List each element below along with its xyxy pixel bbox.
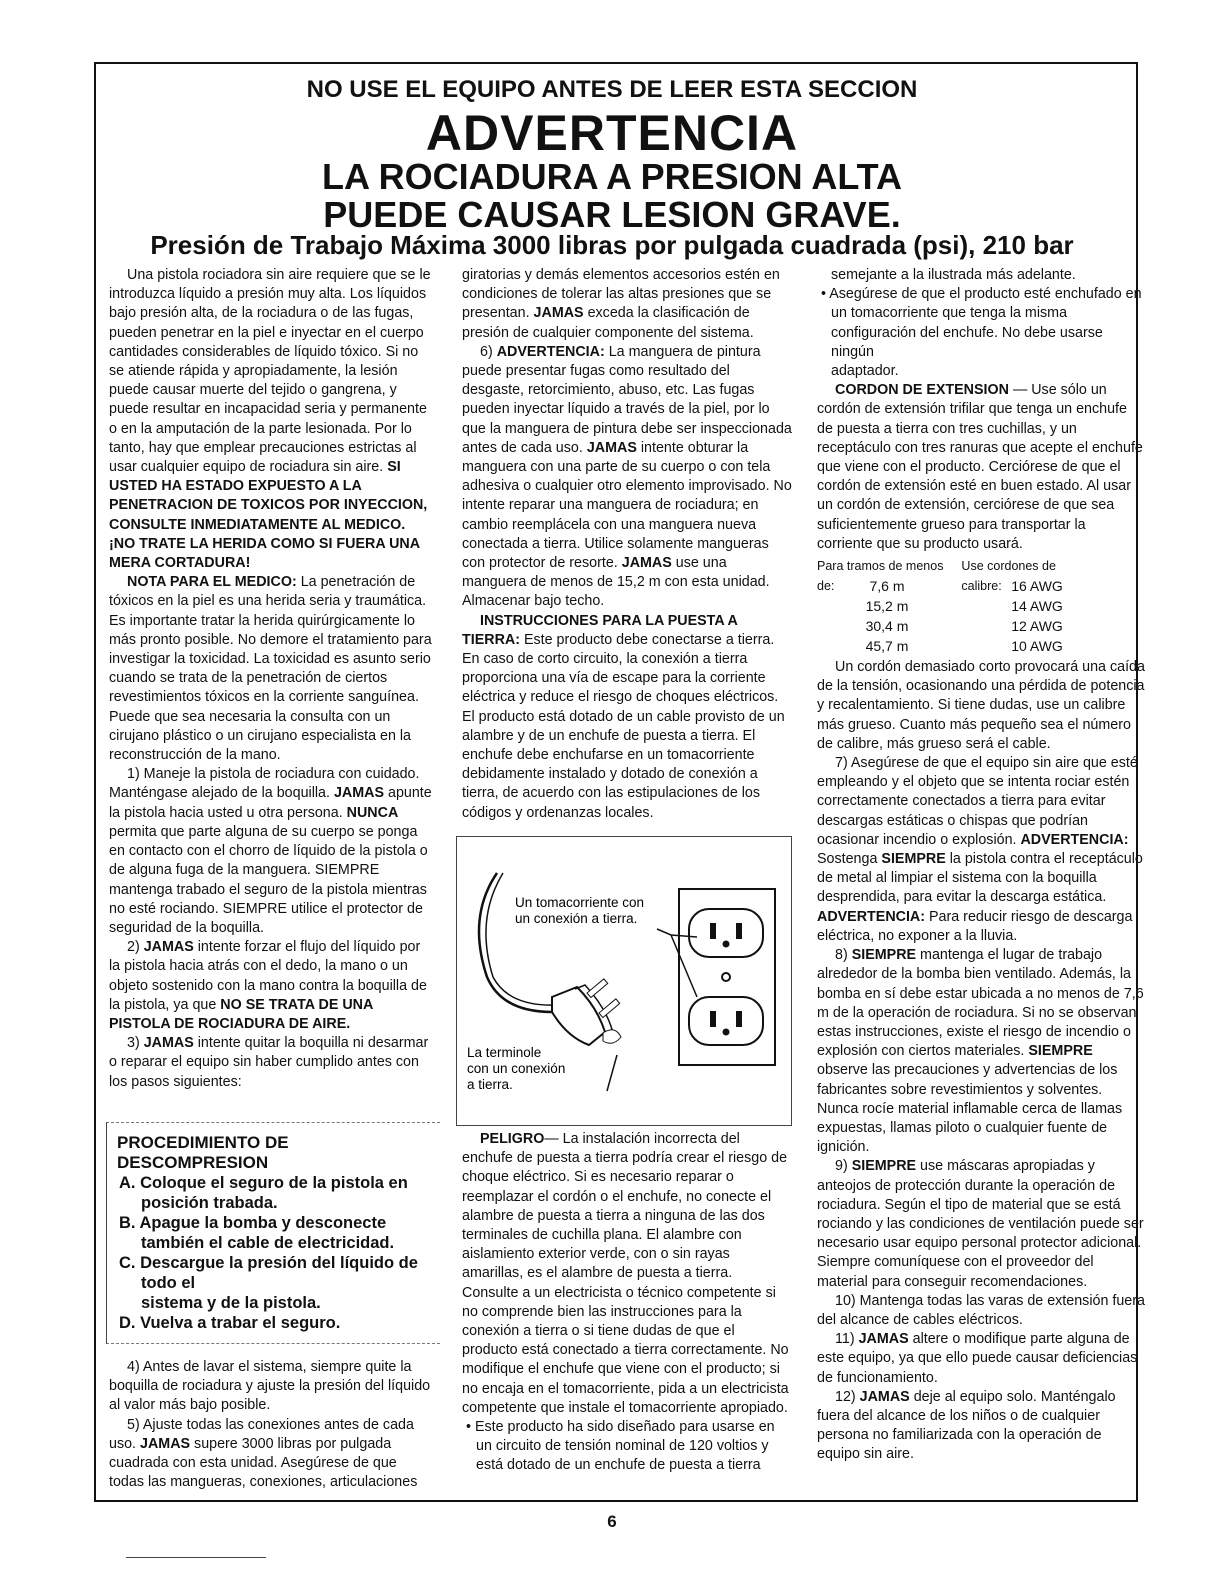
procedure-step-b: B. Apague la bomba y desconecte también el cable de electricidad. xyxy=(119,1214,395,1252)
warning-subtitle-2: PUEDE CAUSAR LESION GRAVE. xyxy=(323,194,901,235)
plug-body-icon xyxy=(552,987,605,1045)
table-row: 45,7 m 10 AWG xyxy=(865,638,1063,655)
table-row: 15,2 m 14 AWG xyxy=(865,598,1063,615)
cord-line xyxy=(479,873,552,1012)
item-4: 4) Antes de lavar el sistema, siempre quite la boquilla de rociadura y ajuste la presión del líquido al valor más bajo posible. xyxy=(109,1359,431,1414)
procedure-title-2: DESCOMPRESION xyxy=(117,1153,269,1172)
item-9: 9) SIEMPRE use máscaras apropiadas y anteojos de protección durante la operación de rociadura. Según el tipo de material que se está rociando y las condiciones de ventilación puede ser necesario usar equipo personal protector adicional. Siempre comuníquese con el proveedor del material para conseguir recomendaciones. xyxy=(817,1158,1144,1290)
outlet-top-slot-1 xyxy=(710,923,716,939)
outlet-bottom-slot-2 xyxy=(736,1011,742,1027)
plug-outlet-drawing xyxy=(457,837,791,1125)
table-row: 7,6 m 16 AWG xyxy=(869,578,1063,595)
bullet-plug-config-end: adaptador. xyxy=(831,363,899,380)
outlet-top-ground-hole xyxy=(723,941,730,948)
column-2-bottom xyxy=(462,1130,792,1476)
table-row: 30,4 m 12 AWG xyxy=(865,618,1063,635)
page-number: 6 xyxy=(607,1512,617,1531)
item-6: 6) ADVERTENCIA: La manguera de pintura puede presentar fugas como resultado del desgaste, retorcimiento, abuso, etc. Las fugas pueden inyectar líquido a través de la piel, por lo que la manguera de pintura debe ser inspeccionada antes de cada uso. JAMAS intente obturar la manguera con una parte de su cuerpo o con tela adhesiva o cualquier otro elemento improvisado. No intente reparar una manguera de rociadura; en cambio reemplácela con una manguera nueva conectada a tierra. Utilice solamente mangueras con protector de resorte. JAMAS use una manguera de menos de 15,2 m con esta unidad. Almacenar bajo techo. xyxy=(462,343,792,610)
procedure-step-a: A. Coloque el seguro de la pistola en posición trabada. xyxy=(119,1174,408,1212)
grounding-illustration xyxy=(456,836,792,1126)
awg-table-header: Para tramos de menos de: Use cordones de calibre: xyxy=(817,559,1056,594)
cord-line-inner xyxy=(486,873,557,1005)
extension-cord-paragraph: CORDON DE EXTENSION — Use sólo un cordón de extensión trifilar que tenga un enchufe de puesta a tierra con tres cuchillas, y un receptáculo con tres ranuras que acepte el enchufe que viene con el producto. Cerciórese de que el cordón de extensión esté en buen estado. Al usar un cordón de extensión, cerciórese de que sea suficientemente grueso para transportar la corriente que su producto usará. xyxy=(817,382,1143,552)
outlet-top-slot-2 xyxy=(736,923,742,939)
bullet-120v: • Este producto ha sido diseñado para usarse en un circuito de tensión nominal de 120 voltios y está dotado de un enchufe de puesta a tierra xyxy=(466,1419,775,1474)
outlet-label-2: un conexión a tierra. xyxy=(515,911,638,926)
awg-table xyxy=(817,556,1097,656)
outlet-bottom-ground-hole xyxy=(723,1029,730,1036)
procedure-step-c: C. Descargue la presión del líquido de todo el xyxy=(119,1254,418,1292)
decompression-procedure-box xyxy=(106,1122,440,1344)
injection-warning: SI USTED HA ESTADO EXPUESTO A LA PENETRACION DE TOXICOS POR INYECCION, CONSULTE INMEDIATAMENTE AL MEDICO. ¡NO TRATE LA HERIDA COMO SI FUERA UNA MERA CORTADURA! xyxy=(109,459,428,572)
bullet-plug-config: • Asegúrese de que el producto esté enchufado en un tomacorriente que tenga la misma configuración del enchufe. No debe usarse ningún xyxy=(821,286,1142,360)
column-1 xyxy=(109,266,435,1092)
item-5: 5) Ajuste todas las conexiones antes de cada uso. JAMAS supere 3000 libras por pulgada cuadrada con esta unidad. Asegúrese de que todas las mangueras, conexiones, articulaciones xyxy=(109,1416,418,1491)
danger-paragraph: PELIGRO— La instalación incorrecta del enchufe de puesta a tierra podría crear el riesgo de choque eléctrico. Si es necesario reparar o reemplazar el cordón o el enchufe, no conecte el alambre de puesta a tierra a ninguna de las dos terminales de cuchilla plana. El alambre con aislamiento exterior verde, con o sin rayas amarillas, es el alambre de puesta a tierra. Consulte a un electricista o técnico competente si no comprende bien las instrucciones para la conexión a tierra o si tiene dudas de que el producto está conectado a tierra correctamente. No modifique el enchufe que viene con el producto; si no encaja en el tomacorriente, pida a un electricista competente que instale el tomacorriente apropiado. xyxy=(462,1131,789,1416)
outlet-screw-icon xyxy=(722,973,730,981)
outlet-top-icon xyxy=(689,909,763,957)
item-10: 10) Mantenga todas las varas de extensión fuera del alcance de cables eléctricos. xyxy=(817,1292,1145,1328)
notice-heading: NO USE EL EQUIPO ANTES DE LEER ESTA SECCION xyxy=(306,76,918,103)
ground-prong-icon xyxy=(603,1030,621,1043)
warning-title: ADVERTENCIA xyxy=(425,105,799,161)
item-1: 1) Maneje la pistola de rociadura con cuidado. Manténgase alejado de la boquilla. JAMAS apunte la pistola hacia usted u otra persona. NUNCA permita que parte alguna de su cuerpo se ponga en contacto con el chorro de líquido de la pistola o de alguna fuga de la manguera. SIEMPRE mantenga trabado el seguro de la pistola mientras no esté rociando. SIEMPRE utilice el protector de seguridad de la boquilla. xyxy=(109,766,432,936)
bullet-continued: semejante a la ilustrada más adelante. xyxy=(831,267,1076,283)
plug-label-3: a tierra. xyxy=(467,1077,513,1092)
item-5-continued: giratorias y demás elementos accesorios estén en condiciones de tolerar las altas presiones que se presentan. JAMAS exceda la clasificación de presión de cualquier componente del sistema. xyxy=(462,267,780,341)
column-2 xyxy=(462,266,792,823)
item-11: 11) JAMAS altere o modifique parte alguna de este equipo, ya que ello puede causar deficiencias de funcionamiento. xyxy=(817,1331,1138,1386)
intro-paragraph: Una pistola rociadora sin aire requiere que se le introduzca líquido a presión muy alta. Los líquidos bajo presión alta, de la rociadura o de las fugas, pueden penetrar en la piel e inyectar en el cuerpo cantidades considerables de líquido tóxico. Si no se atiende rápida y apropiadamente, la lesión puede causar muerte del tejido o gangrena, y puede resultar en incapacidad seria y permanente o en la amputación de la parte lesionada. Por lo tanto, hay que emplear precauciones estrictas al usar cualquier equipo de rociadura sin aire. SI USTED HA ESTADO EXPUESTO A LA PENETRACION DE TOXICOS POR INYECCION, CONSULTE INMEDIATAMENTE AL MEDICO. ¡NO TRATE LA HERIDA COMO SI FUERA UNA MERA CORTADURA! xyxy=(109,267,431,572)
footer-link-underline xyxy=(126,1557,266,1558)
item-8: 8) SIEMPRE mantenga el lugar de trabajo alrededor de la bomba bien ventilado. Además, la bomba en sí debe estar ubicada a no menos de 7,6 m de la operación de rociadura. Si no se observan estas instrucciones, existe el riesgo de incendio o explosión con ciertos materiales. SIEMPRE observe las precauciones y advertencias de los fabricantes sobre revestimientos y solventes. Nunca rocíe material inflamable cerca de llamas expuestas, llamas piloto o cualquier fuente de ignición. xyxy=(817,947,1144,1156)
doctor-note: NOTA PARA EL MEDICO: La penetración de tóxicos en la piel es una herida seria y traumática. Es importante tratar la herida quirúrgicamente lo más pronto posible. No demore el tratamiento para investigar la toxicidad. La toxicidad es asunto serio cuando se trata de la penetración de ciertos revestimientos tóxicos en la corriente sanguínea. Puede que sea necesaria la consulta con un cirujano plástico o un cirujano especialista en la reconstrucción de la mano. xyxy=(109,574,432,764)
grounding-instructions: INSTRUCCIONES PARA LA PUESTA A TIERRA: Este producto debe conectarse a tierra. En caso de corto circuito, la conexión a tierra proporciona una vía de escape para la corriente eléctrica y reduce el riesgo de choques eléctricos. El producto está dotado de un cable provisto de un alambre y de un enchufe de puesta a tierra. El enchufe debe enchufarse en un tomacorriente debidamente instalado y dotado de conexión a tierra, de acuerdo con las estipulaciones de los códigos y ordenanzas locales. xyxy=(462,612,785,821)
plug-leader-line xyxy=(607,1055,617,1091)
item-12: 12) JAMAS deje al equipo solo. Manténgalo fuera del alcance de los niños o de cualquier persona no familiarizada con la operación de equipo sin aire. xyxy=(817,1388,1116,1463)
outlet-label-1: Un tomacorriente con xyxy=(515,895,645,910)
outlet-bottom-icon xyxy=(689,997,763,1045)
procedure-step-c-cont: sistema y de la pistola. xyxy=(141,1294,321,1312)
plug-label-2: con un conexión xyxy=(467,1061,566,1076)
plug-prong-1-icon xyxy=(587,979,608,998)
item-7: 7) Asegúrese de que el equipo sin aire que esté empleando y el objeto que se intenta rociar estén correctamente conectados a tierra para evitar descargas estáticas o chispas que podrían ocasionar incendio o explosión. ADVERTENCIA: Sostenga SIEMPRE la pistola contra el receptáculo de metal al limpiar el sistema con la boquilla desprendida, para evitar la descarga estática. ADVERTENCIA: Para reducir riesgo de descarga eléctrica, no exponer a la lluvia. xyxy=(817,755,1143,944)
item-3: 3) JAMAS intente quitar la boquilla ni desarmar o reparar el equipo sin haber cumplido antes con los pasos siguientes: xyxy=(109,1035,429,1090)
column-3 xyxy=(817,266,1145,1465)
outlet-bottom-slot-1 xyxy=(710,1011,716,1027)
max-pressure-heading: Presión de Trabajo Máxima 3000 libras por pulgada cuadrada (psi), 210 bar xyxy=(150,230,1074,260)
warning-subtitle-1: LA ROCIADURA A PRESION ALTA xyxy=(322,156,902,197)
column-1-bottom xyxy=(109,1358,435,1492)
plug-label-1: La terminole xyxy=(467,1045,542,1060)
cord-gauge-note: Un cordón demasiado corto provocará una caída de la tensión, ocasionando una pérdida de potencia y recalentamiento. Si tiene dudas, use un calibre más grueso. Cuanto más pequeño sea el número de calibre, más grueso será el cable. xyxy=(817,659,1145,752)
procedure-title: PROCEDIMIENTO DE xyxy=(117,1133,289,1152)
procedure-step-d: D. Vuelva a trabar el seguro. xyxy=(119,1314,341,1332)
item-2: 2) JAMAS intente forzar el flujo del líquido por la pistola hacia atrás con el dedo, la mano o un objeto sostenido con la mano contra la boquilla de la pistola, ya que NO SE TRATA DE UNA PISTOLA DE ROCIADURA DE AIRE. xyxy=(109,939,427,1032)
